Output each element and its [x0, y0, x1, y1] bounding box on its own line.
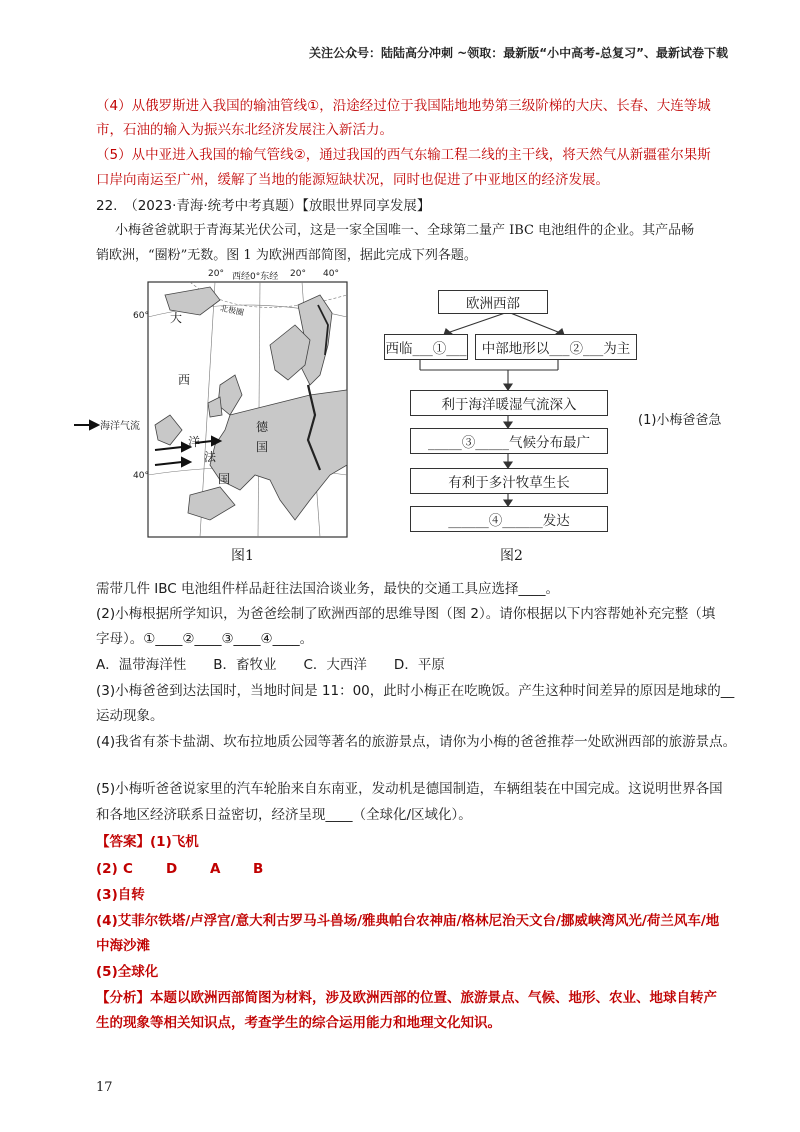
map-legend-ocean-current: 海洋气流 [100, 421, 140, 432]
mindmap-left-box: 西临___①___ [384, 334, 468, 360]
map-label-de-guo: 国 [256, 440, 269, 454]
map-label-fa-guo: 国 [218, 472, 231, 486]
page-number: 17 [96, 1080, 113, 1095]
q2-line1: (2)小梅根据所学知识，为爸爸绘制了欧洲西部的思维导图（图 2）。请你根据以下内容帮她补充完整（填 [96, 606, 716, 622]
mindmap-box-2: _____③_____气候分布最广 [410, 428, 608, 454]
q5-line1: (5)小梅听爸爸说家里的汽车轮胎来自东南亚，发动机是德国制造，车辆组装在中国完成。这说明世界各国 [96, 781, 723, 797]
q2-line2: 字母）。①____②____③____④____。 [96, 631, 314, 647]
answer-2-label: (2) [96, 861, 118, 877]
question-stem-line2: 销欧洲，“圈粉”无数。图 1 为欧洲西部简图，据此完成下列各题。 [96, 248, 477, 263]
map-label-da: 大 [170, 311, 183, 325]
map-label-arctic-circle: 北极圈 [219, 303, 245, 318]
mindmap-top-box: 欧洲西部 [438, 290, 548, 314]
q3-line1: (3)小梅爸爸到达法国时，当地时间是 11：00，此时小梅正在吃晚饭。产生这种时间差异的原因是地球的__ [96, 683, 735, 699]
mindmap-box-3: 有利于多汁牧草生长 [410, 468, 608, 494]
figure1-map [70, 265, 360, 545]
question-stem-line1: 小梅爸爸就职于青海某光伏公司，这是一家全国唯一、全球第二量产 IBC 电池组件的企业。其产品畅 [115, 223, 695, 238]
mindmap-right-box: 中部地形以___②___为主 [475, 334, 637, 360]
map-label-xi: 西 [178, 373, 191, 387]
answer-3: (3)自转 [96, 887, 145, 903]
intro-p4-line2: 市，石油的输入为振兴东北经济发展注入新活力。 [96, 122, 393, 138]
answer-2-value-2: D [166, 861, 178, 877]
figure2-mindmap [380, 288, 650, 538]
figure2-caption: 图2 [500, 548, 523, 564]
lon-label-40e: 40° [323, 269, 339, 279]
q2-options: A．温带海洋性 B．畜牧业 C．大西洋 D．平原 [96, 657, 445, 673]
analysis-line2: 生的现象等相关知识点，考查学生的综合运用能力和地理文化知识。 [96, 1015, 501, 1031]
q1-tail: 需带几件 IBC 电池组件样品赶往法国洽谈业务，最快的交通工具应选择____。 [96, 581, 560, 597]
answer-4-line1: (4)艾菲尔铁塔/卢浮宫/意大利古罗马斗兽场/雅典帕台农神庙/格林尼治天文台/挪威峡湾风光/荷兰风车/地 [96, 913, 720, 929]
lon-label-20w: 20° [208, 269, 224, 279]
lat-label-60: 60° [133, 311, 149, 321]
mindmap-box-1: 利于海洋暖湿气流深入 [410, 390, 608, 416]
answer-4-line2: 中海沙滩 [96, 938, 150, 954]
answer-1: 【答案】(1)飞机 [96, 834, 199, 850]
lat-label-40: 40° [133, 471, 149, 481]
lon-label-20e: 20° [290, 269, 306, 279]
answer-2-value-3: A [210, 861, 221, 877]
lon-label-0: 西经0°东经 [232, 272, 279, 282]
intro-p5-line1: （5）从中亚进入我国的输气管线②，通过我国的西气东输工程二线的主干线，将天然气从新疆霍尔果斯 [96, 147, 711, 163]
map-label-yang: 洋 [188, 435, 201, 449]
page-header: 关注公众号：陆陆高分冲刺 ~领取：最新版“小中高考-总复习”、最新试卷下载 [309, 46, 728, 60]
map-label-fa: 法 [204, 450, 217, 464]
q5-line2: 和各地区经济联系日益密切，经济呈现____（全球化/区域化）。 [96, 807, 472, 823]
q3-line2: 运动现象。 [96, 708, 164, 724]
analysis-line1: 【分析】本题以欧洲西部简图为材料，涉及欧洲西部的位置、旅游景点、气候、地形、农业、地球自转产 [96, 990, 717, 1006]
q1-start: (1)小梅爸爸急 [638, 413, 722, 428]
intro-p5-line2: 口岸向南运至广州，缓解了当地的能源短缺状况，同时也促进了中亚地区的经济发展。 [96, 172, 609, 188]
intro-p4-line1: （4）从俄罗斯进入我国的输油管线①，沿途经过位于我国陆地地势第三级阶梯的大庆、长春、大连等城 [96, 98, 711, 114]
figure1-caption: 图1 [231, 548, 254, 564]
q4: (4)我省有茶卡盐湖、坎布拉地质公园等著名的旅游景点，请你为小梅的爸爸推荐一处欧洲西部的旅游景点。 [96, 734, 737, 750]
mindmap-box-4: ______④______发达 [410, 506, 608, 532]
map-label-de: 德 [256, 420, 269, 434]
answer-5: (5)全球化 [96, 964, 159, 980]
answer-2-value-4: B [253, 861, 264, 877]
answer-2-value-1: C [123, 861, 133, 877]
question-heading: 22. （2023·青海·统考中考真题）【放眼世界同享发展】 [96, 198, 431, 214]
